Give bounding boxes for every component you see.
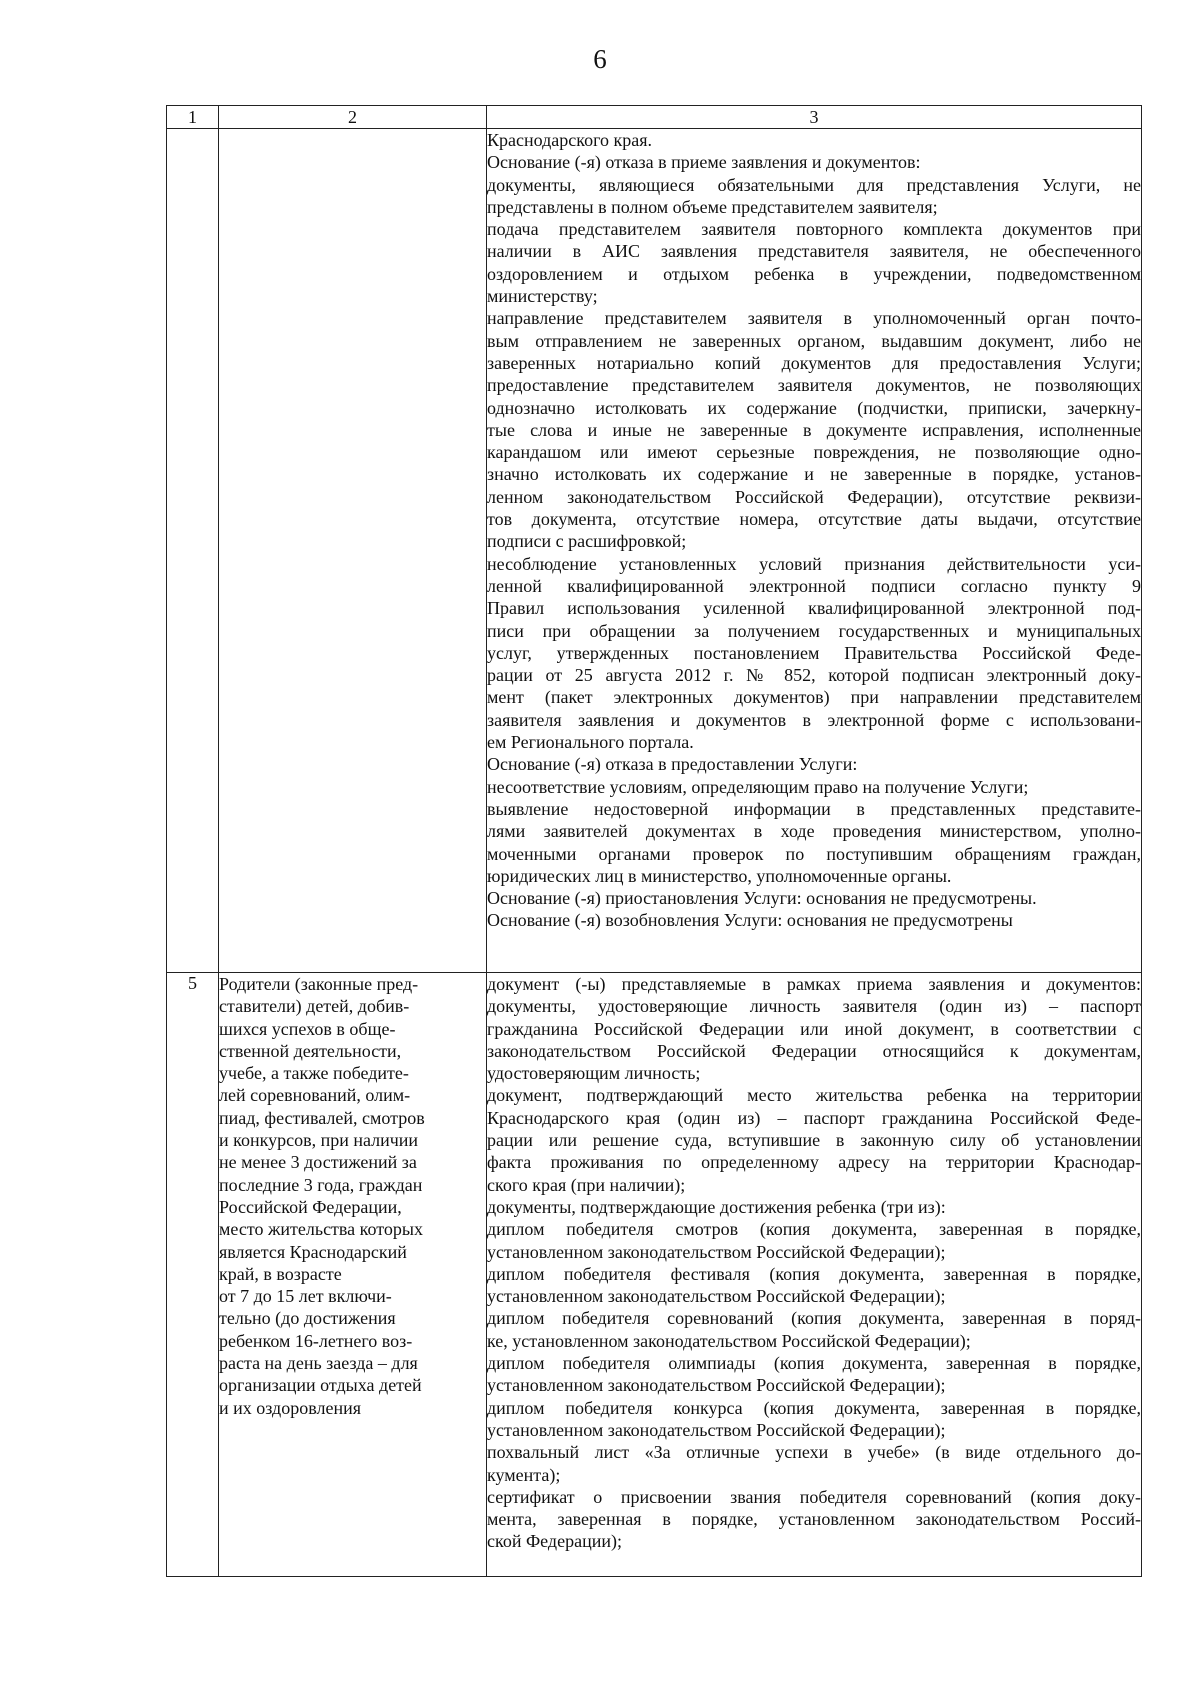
text-line: и их оздоровления <box>219 1397 361 1418</box>
text-line: карандашом или имеют серьезные повреждения, не позволяющие одно- <box>487 442 1141 463</box>
text-line: законодательством Российской Федерации относящийся к документам, <box>487 1040 1141 1061</box>
text-line: установленном законодательством Российской Федерации); <box>487 1241 946 1262</box>
text-line: удостоверяющим личность; <box>487 1063 701 1084</box>
text-line: диплом победителя конкурса (копия документа, заверенная в порядке, <box>487 1397 1141 1418</box>
text-line: тые слова и иные не заверенные в документе исправления, исполненные <box>487 419 1141 440</box>
text-line: лями заявителей документах в ходе проведения министерством, уполно- <box>487 821 1141 842</box>
text-line: министерству; <box>487 286 598 307</box>
text-line: мент (пакет электронных документов) при направлении представителем <box>487 687 1141 708</box>
text-line: несоответствие условиям, определяющим право на получение Услуги; <box>487 776 1029 797</box>
text-line: ственной деятельности, <box>219 1040 402 1061</box>
text-line: Родители (законные пред- <box>219 974 419 994</box>
text-line: представлены в полном объеме представителем заявителя; <box>487 196 938 217</box>
text-line: раста на день заезда – для <box>219 1353 418 1374</box>
text-line: является Краснодарский <box>219 1241 407 1262</box>
text-line: ке, установленном законодательством Российской Федерации); <box>487 1330 971 1351</box>
text-line: установленном законодательством Российской Федерации); <box>487 1419 946 1440</box>
text-line: несоблюдение установленных условий признания действительности уси- <box>487 553 1141 574</box>
text-line: заверенных нотариально копий документов для предоставления Услуги; <box>487 352 1141 373</box>
text-line: установленном законодательством Российской Федерации); <box>487 1286 946 1307</box>
text-line: направление представителем заявителя в уполномоченный орган почто- <box>487 308 1141 329</box>
text-line: ского края (при наличии); <box>487 1174 686 1195</box>
text-line: похвальный лист «За отличные успехи в учебе» (в виде отдельного до- <box>487 1442 1141 1463</box>
text-line: факта проживания по определенному адресу на территории Краснодар- <box>487 1152 1141 1173</box>
text-line: организации отдыха детей <box>219 1375 422 1396</box>
text-line: диплом победителя смотров (копия документа, заверенная в порядке, <box>487 1219 1141 1240</box>
text-line: Основание (-я) приостановления Услуги: основания не предусмотрены. <box>487 888 1037 909</box>
text-line: Основание (-я) отказа в приеме заявления и документов: <box>487 152 921 173</box>
text-line: писи при обращении за получением государственных и муниципальных <box>487 620 1141 641</box>
text-line: пиад, фестивалей, смотров <box>219 1107 425 1128</box>
text-line: кумента); <box>487 1464 561 1485</box>
text-line: ленном законодательством Российской Федерации), отсутствие реквизи- <box>487 486 1141 507</box>
text-line: однозначно истолковать их содержание (подчистки, приписки, зачеркну- <box>487 397 1141 418</box>
text-line: диплом победителя олимпиады (копия документа, заверенная в порядке, <box>487 1353 1141 1374</box>
text-line: рации или решение суда, вступившие в законную силу об установлении <box>487 1130 1141 1151</box>
row-number: 5 <box>167 973 219 1577</box>
table-header-row <box>167 106 1142 129</box>
text-line: учебе, а также победите- <box>219 1063 409 1084</box>
text-line: гражданина Российской Федерации или иной документ, в соответствии с <box>487 1018 1141 1039</box>
row-number <box>167 129 219 973</box>
text-line: оздоровлением и отдыхом ребенка в учреждении, подведомственном <box>487 263 1141 284</box>
header-col-2: 2 <box>219 106 487 129</box>
text-line: Краснодарского края. <box>487 130 653 150</box>
text-line: предоставление представителем заявителя документов, не позволяющих <box>487 375 1141 396</box>
text-line: Российской Федерации, <box>219 1196 402 1217</box>
grounds-cell <box>487 129 1142 973</box>
text-line: Основание (-я) возобновления Услуги: основания не предусмотрены <box>487 910 1013 931</box>
text-line: ской Федерации); <box>487 1531 622 1552</box>
text-line: юридических лиц в министерство, уполномоченные органы. <box>487 865 952 886</box>
page-number: 6 <box>593 44 607 74</box>
text-line: документы, являющиеся обязательными для представления Услуги, не <box>487 174 1141 195</box>
table-row <box>167 973 1142 1577</box>
text-line: вым отправлением не заверенных органом, выдавшим документ, либо не <box>487 330 1141 351</box>
text-line: диплом победителя фестиваля (копия документа, заверенная в порядке, <box>487 1263 1141 1284</box>
text-line: не менее 3 достижений за <box>219 1152 417 1173</box>
text-line: край, в возрасте <box>219 1263 342 1284</box>
text-line: услуг, утвержденных постановлением Правительства Российской Феде- <box>487 642 1141 663</box>
text-line: и конкурсов, при наличии <box>219 1130 419 1151</box>
text-line: ленной квалифицированной электронной подписи согласно пункту 9 <box>487 575 1141 596</box>
text-line: лей соревнований, олим- <box>219 1085 411 1106</box>
text-line: тов документа, отсутствие номера, отсутствие даты выдачи, отсутствие <box>487 509 1141 530</box>
applicant-category-cell <box>219 973 487 1577</box>
text-line: моченными органами проверок по поступившим обращениям граждан, <box>487 843 1141 864</box>
text-line: установленном законодательством Российской Федерации); <box>487 1375 946 1396</box>
text-line: документ (-ы) представляемые в рамках приема заявления и документов: <box>487 974 1141 994</box>
text-line: Основание (-я) отказа в предоставлении Услуги: <box>487 754 858 775</box>
text-line: ставители) детей, добив- <box>219 996 410 1017</box>
text-line: от 7 до 15 лет включи- <box>219 1286 392 1307</box>
text-line: место жительства которых <box>219 1219 423 1240</box>
text-line: наличии в АИС заявления представителя заявителя, не обеспеченного <box>487 241 1141 262</box>
text-line: тельно (до достижения <box>219 1308 396 1329</box>
text-line: подача представителем заявителя повторного комплекта документов при <box>487 219 1141 240</box>
text-line: шихся успехов в обще- <box>219 1018 396 1039</box>
text-line: последние 3 года, граждан <box>219 1174 423 1195</box>
documents-cell <box>487 973 1142 1577</box>
header-col-1: 1 <box>167 106 219 129</box>
text-line: документы, удостоверяющие личность заявителя (один из) – паспорт <box>487 996 1141 1017</box>
text-line: документы, подтверждающие достижения ребенка (три из): <box>487 1196 946 1217</box>
text-line: ребенком 16-летнего воз- <box>219 1330 413 1351</box>
header-col-3: 3 <box>487 106 1142 129</box>
text-line: диплом победителя соревнований (копия документа, заверенная в поряд- <box>487 1308 1141 1329</box>
document-table <box>166 105 1142 1577</box>
text-line: заявителя заявления и документов в электронной форме с использовани- <box>487 709 1141 730</box>
text-line: документ, подтверждающий место жительства ребенка на территории <box>487 1085 1141 1106</box>
text-line: ем Регионального портала. <box>487 732 694 753</box>
text-line: Краснодарского края (один из) – паспорт гражданина Российской Феде- <box>487 1107 1141 1128</box>
text-line: рации от 25 августа 2012 г. № 852, которой подписан электронный доку- <box>487 665 1141 686</box>
text-line: значно истолковать их содержание и не заверенные в порядке, установ- <box>487 464 1141 485</box>
table-row <box>167 129 1142 973</box>
text-line: подписи с расшифровкой; <box>487 531 687 552</box>
text-line: сертификат о присвоении звания победителя соревнований (копия доку- <box>487 1486 1141 1507</box>
text-line: мента, заверенная в порядке, установленном законодательством Россий- <box>487 1509 1141 1530</box>
text-line: выявление недостоверной информации в представленных представите- <box>487 798 1141 819</box>
text-line: Правил использования усиленной квалифицированной электронной под- <box>487 598 1141 619</box>
applicant-category-cell <box>219 129 487 973</box>
